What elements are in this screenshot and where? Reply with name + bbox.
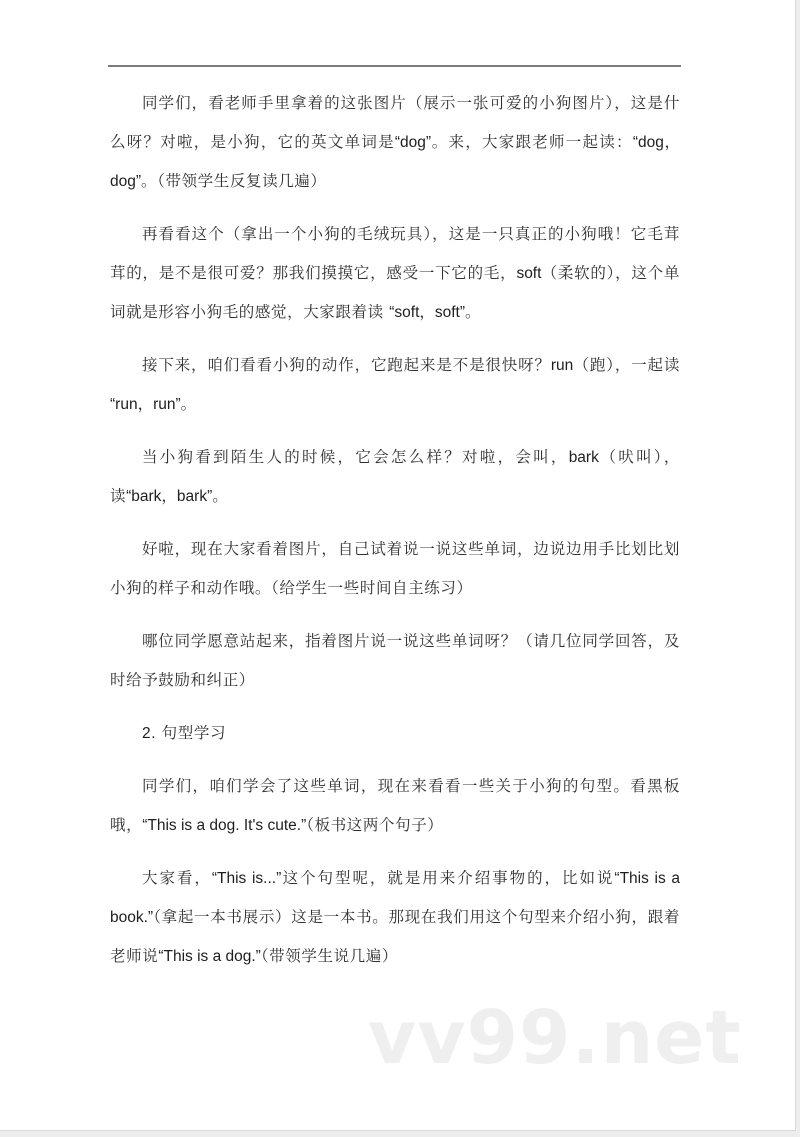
text-segment: 大家看， <box>142 869 212 887</box>
vocab-word: “dog，dog” <box>110 134 680 190</box>
watermark: vv99.net <box>368 995 742 1081</box>
english-sentence: “This is a book.” <box>110 870 681 926</box>
document-body <box>110 84 680 990</box>
text-segment: （跑），一起读 <box>573 356 680 374</box>
text-segment: （柔软的），这个单词就是形容小狗毛的感觉，大家跟着读 <box>110 264 680 321</box>
paragraph-soft <box>110 215 680 332</box>
paragraph-volunteer <box>110 622 680 700</box>
paragraph-dog-intro <box>110 84 680 201</box>
english-sentence: “This is...” <box>211 870 282 887</box>
paragraph-this-is <box>110 859 680 976</box>
vocab-word: “bark，bark” <box>126 488 213 505</box>
text-segment: （带领学生说几遍） <box>260 947 398 965</box>
english-sentence: “This is a dog. It's cute.” <box>142 817 307 834</box>
section-title: 句型学习 <box>161 724 227 742</box>
text-segment: （吠叫），读 <box>110 448 680 505</box>
paragraph-practice <box>110 530 680 608</box>
text-segment: （板书这两个句子） <box>306 816 444 834</box>
vocab-word: “run，run” <box>110 396 181 413</box>
section-number: 2. <box>142 725 157 742</box>
vocab-word: “soft，soft” <box>389 304 466 321</box>
header-rule <box>108 65 681 67</box>
vocab-word: bark <box>568 449 599 466</box>
text-segment: 这个句型呢，就是用来介绍事物的，比如说 <box>281 869 615 887</box>
english-sentence: “This is a dog.” <box>158 948 261 965</box>
text-segment: 。 <box>465 303 482 321</box>
text-segment: 哪位同学愿意站起来，指着图片说一说这些单词呀？（请几位同学回答，及时给予鼓励和纠正） <box>110 632 680 689</box>
text-segment: 。来，大家跟老师一起读： <box>431 133 633 151</box>
vocab-word: soft <box>516 265 542 282</box>
text-segment: 。 <box>212 487 229 505</box>
text-segment: 同学们，看老师手里拿着的这张图片（展示一张可爱的小狗图片），这是什么呀？对啦，是小狗，它的英文单词是 <box>110 94 680 151</box>
text-segment: 同学们，咱们学会了这些单词，现在来看看一些关于小狗的句型。看黑板哦， <box>110 777 680 834</box>
text-segment: 接下来，咱们看看小狗的动作，它跑起来是不是很快呀？ <box>142 356 551 374</box>
text-segment: 。（带领学生反复读几遍） <box>141 172 327 190</box>
text-segment: 。 <box>180 395 197 413</box>
paragraph-blackboard <box>110 767 680 845</box>
text-segment: 再看看这个（拿出一个小狗的毛绒玩具），这是一只真正的小狗哦！它毛茸茸的，是不是很可爱？那我们摸摸它，感受一下它的毛， <box>110 225 680 282</box>
text-segment: （拿起一本书展示）这是一本书。那现在我们用这个句型来介绍小狗，跟着老师说 <box>110 908 680 965</box>
section-heading-sentence-patterns <box>110 714 680 753</box>
vocab-word: “dog” <box>394 134 432 151</box>
vocab-word: run <box>550 357 574 374</box>
text-segment: 当小狗看到陌生人的时候，它会怎么样？对啦，会叫， <box>142 448 569 466</box>
text-segment: 好啦，现在大家看着图片，自己试着说一说这些单词，边说边用手比划比划小狗的样子和动作哦。（给学生一些时间自主练习） <box>110 540 680 597</box>
paragraph-bark <box>110 438 680 516</box>
paragraph-run <box>110 346 680 424</box>
